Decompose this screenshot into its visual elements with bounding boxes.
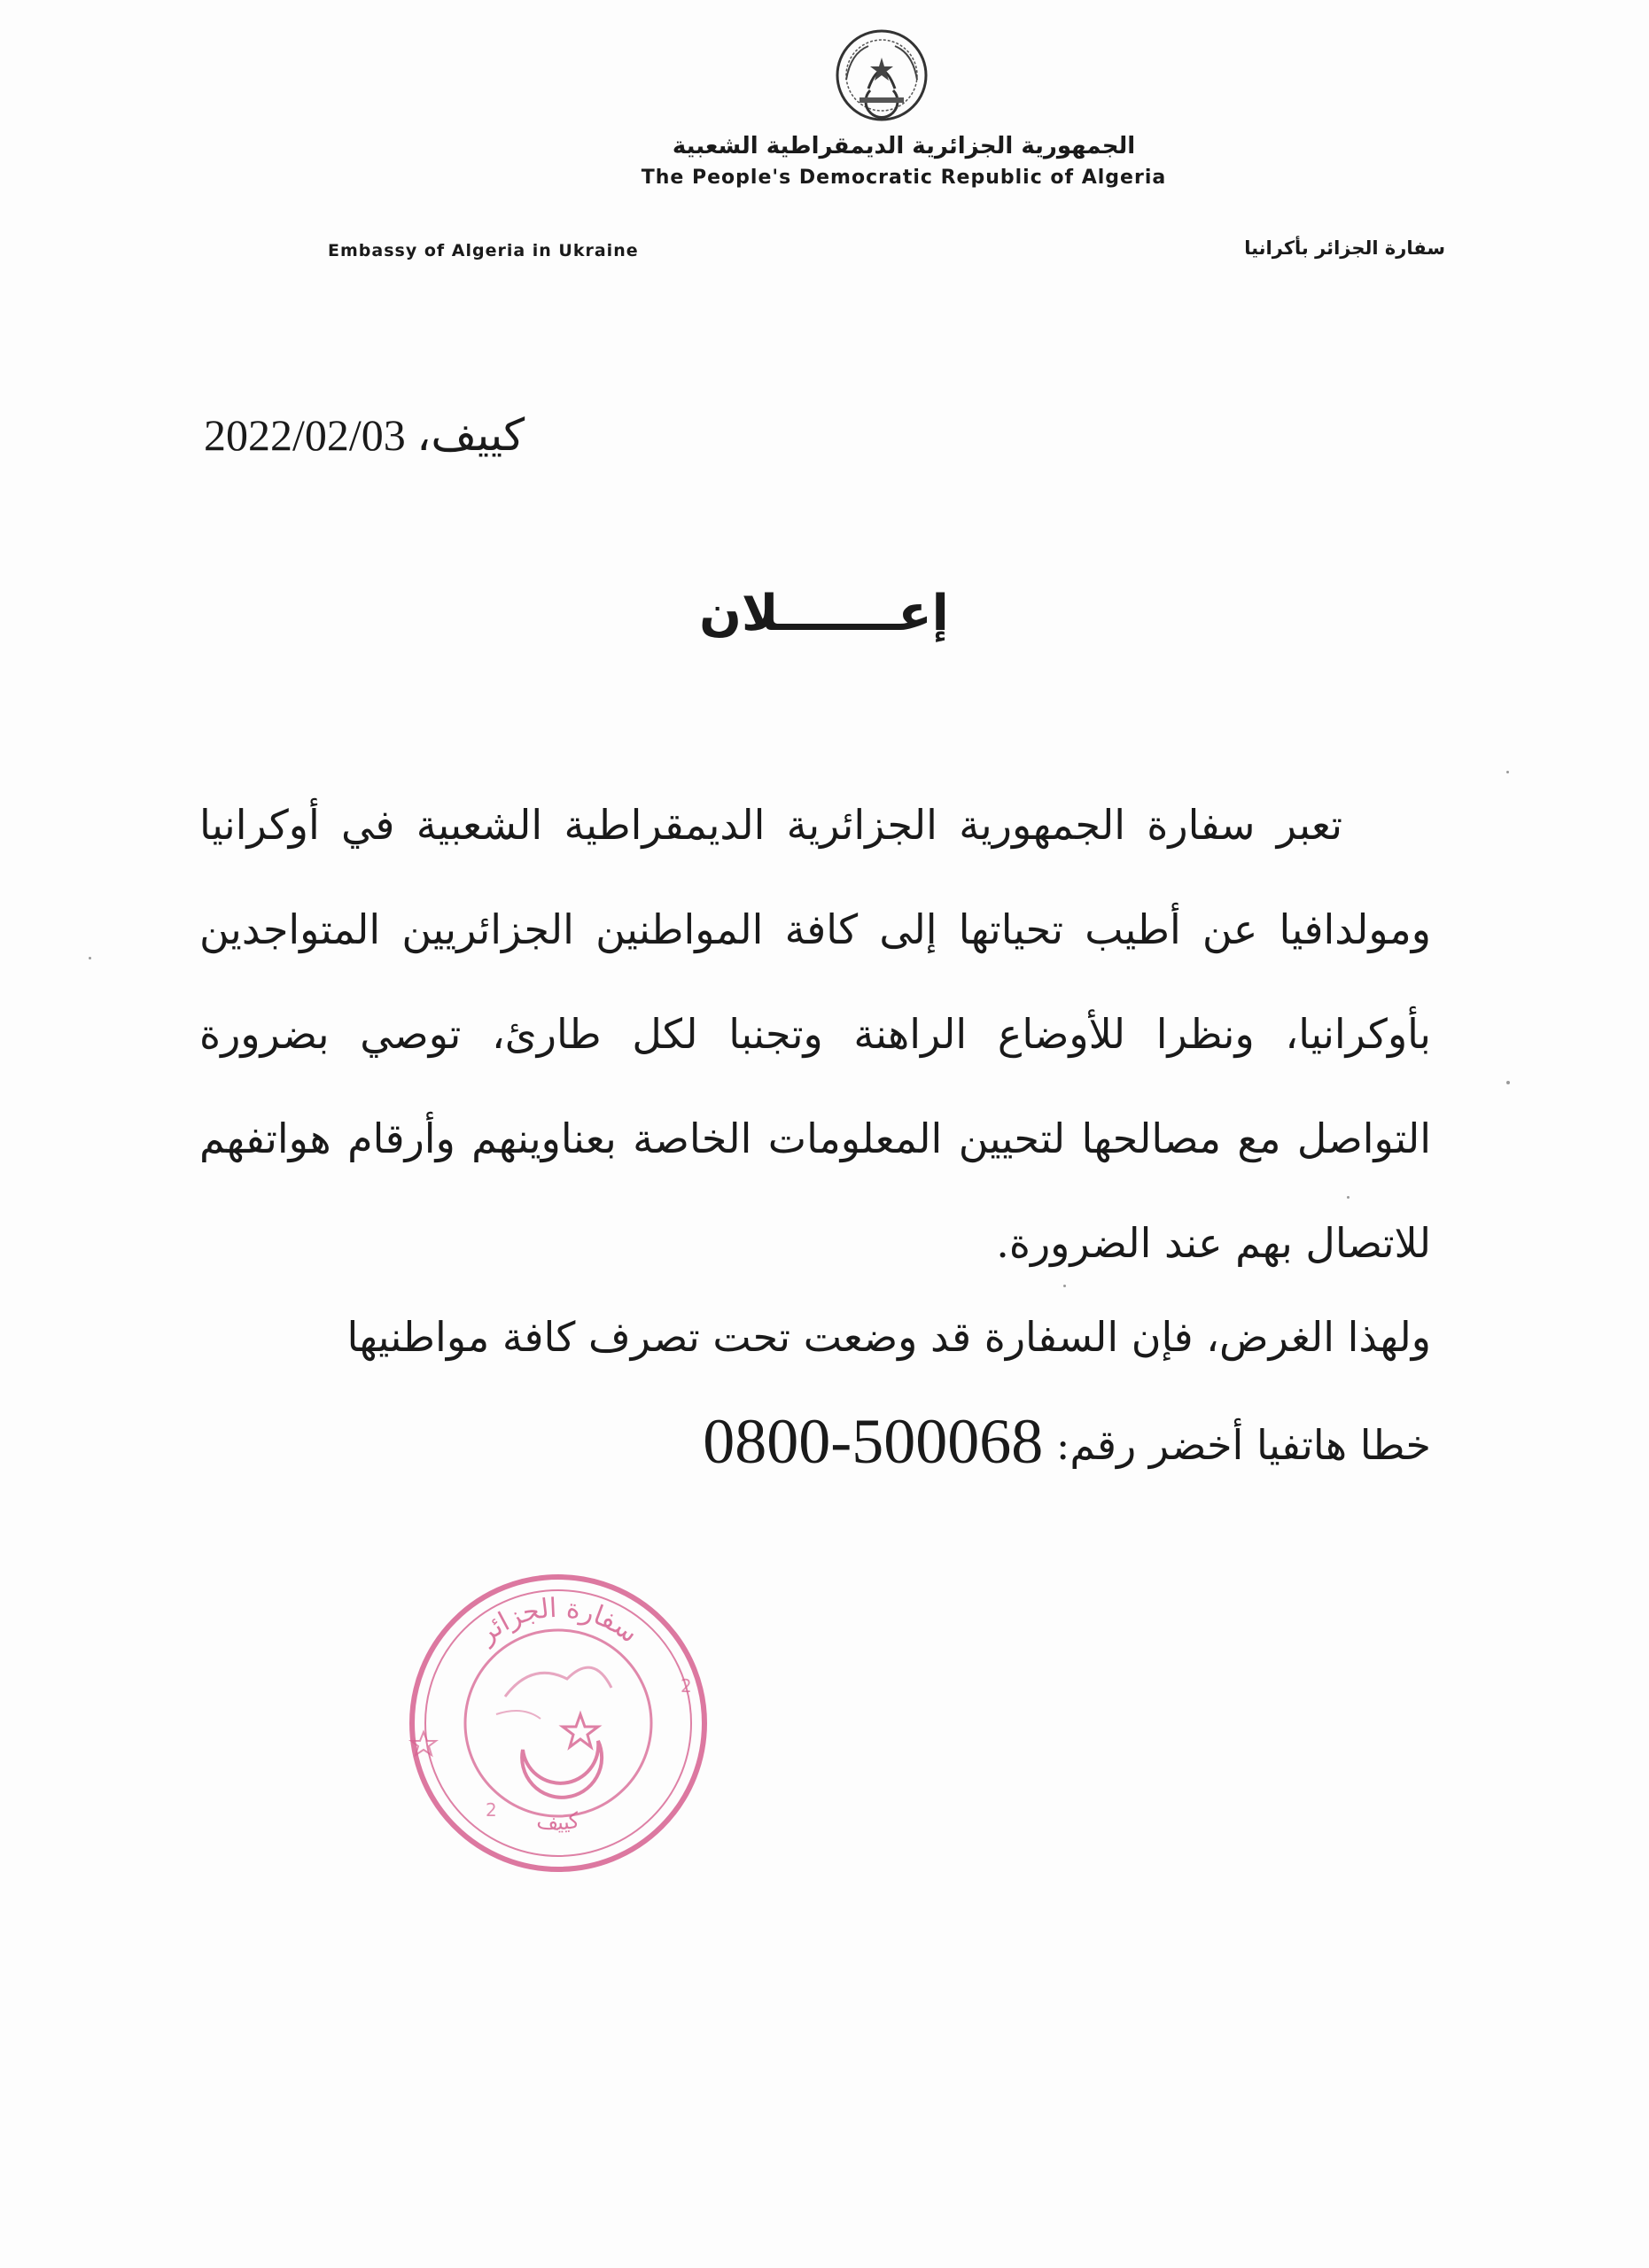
svg-text:2: 2 — [486, 1799, 497, 1821]
svg-text:سفارة الجزائر — [471, 1593, 643, 1651]
announcement-paragraph: ولهذا الغرض، فإن السفارة قد وضعت تحت تصرف كافة مواطنيها — [346, 1313, 1431, 1361]
announcement-body — [199, 773, 1431, 1497]
scan-speck — [1506, 771, 1509, 773]
embassy-name-arabic: سفارة الجزائر بأكرانيا — [1244, 237, 1445, 259]
svg-text:كييف — [535, 1807, 582, 1836]
republic-name-english: The People's Democratic Republic of Algeria — [641, 167, 1167, 189]
hotline-number: 0800-500068 — [703, 1406, 1044, 1477]
republic-name-arabic: الجمهورية الجزائرية الديمقراطية الشعبية — [672, 133, 1136, 159]
letter-date: 2022/02/03 — [204, 410, 406, 460]
stamp-text-bottom: كييف — [535, 1807, 582, 1836]
letter-dateline — [204, 409, 603, 461]
scan-speck — [1506, 1081, 1510, 1084]
scan-speck — [1347, 1196, 1350, 1199]
stamp-text-top: سفارة الجزائر — [471, 1592, 644, 1650]
algeria-emblem-icon — [806, 27, 957, 124]
embassy-name-english: Embassy of Algeria in Ukraine — [328, 241, 639, 260]
hotline-line — [199, 1389, 1431, 1497]
scan-speck — [89, 957, 91, 959]
announcement-title: إعـــــــلان — [699, 585, 949, 642]
letter-place: كييف، — [416, 410, 525, 460]
svg-text:2: 2 — [681, 1675, 692, 1697]
hotline-label: خطا هاتفيا أخضر رقم: — [1055, 1421, 1431, 1469]
announcement-paragraph: تعبر سفارة الجمهورية الجزائرية الديمقراطية الشعبية في أوكرانيا ومولدافيا عن أطيب تحياتها إلى كافة المواطنين الجزائريين المتواجدين بأوكرانيا، ونظرا للأوضاع الراهنة وتجنبا لكل طارئ، توصي بضرورة التواصل مع مصالحها لتحيين المعلومات الخاصة بعناوينهم وأرقام هواتفهم للاتصال بهم عند الضرورة. — [199, 801, 1431, 1267]
embassy-stamp-icon — [399, 1564, 718, 1883]
scan-speck — [1063, 1285, 1066, 1287]
